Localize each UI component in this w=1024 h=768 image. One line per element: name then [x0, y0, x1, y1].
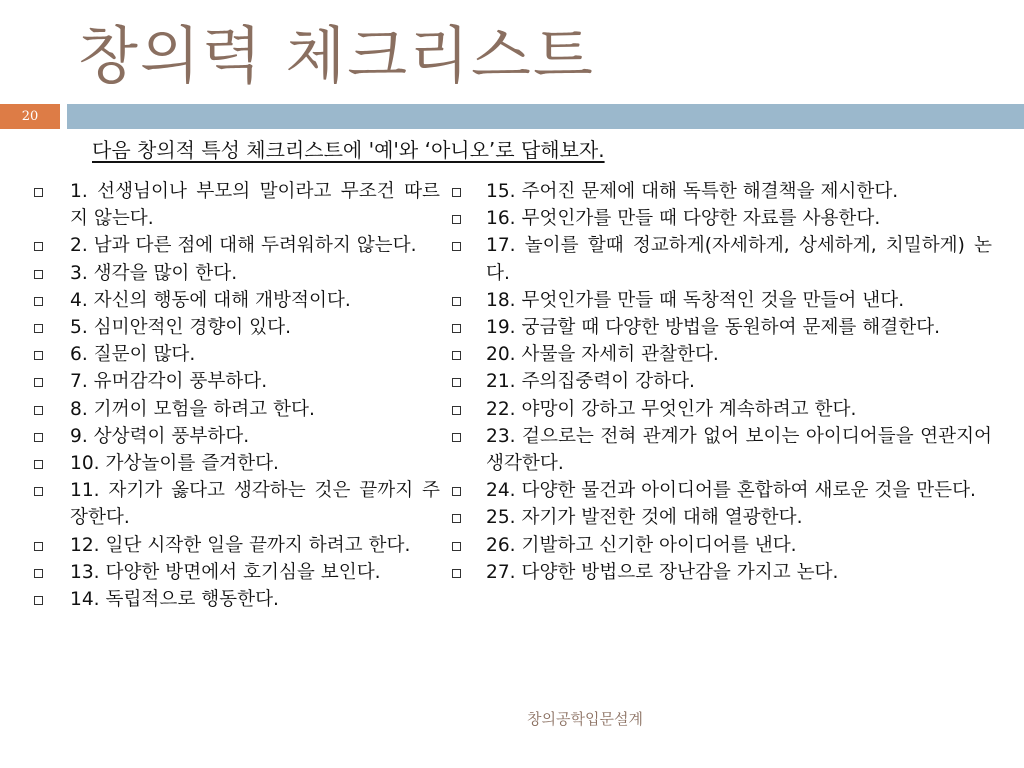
checkbox-bullet-icon: [34, 542, 43, 551]
checkbox-bullet-icon: [452, 569, 461, 578]
checklist-item-text: 18. 무엇인가를 만들 때 독창적인 것을 만들어 낸다.: [486, 289, 905, 311]
checklist-item-text: 23. 겉으로는 전혀 관계가 없어 보이는 아이디어들을 연관지어 생각한다.: [486, 425, 992, 475]
checklist-item: [452, 504, 992, 531]
checkbox-bullet-icon: [34, 433, 43, 442]
header-accent-bar: [67, 104, 1024, 129]
checklist-item: [452, 368, 992, 395]
checklist-item-text: 12. 일단 시작한 일을 끝까지 하려고 한다.: [70, 534, 411, 556]
checklist-item-text: 10. 가상놀이를 즐겨한다.: [70, 453, 279, 475]
checkbox-bullet-icon: [34, 487, 43, 496]
checklist-item: [34, 341, 440, 368]
checklist-item: [34, 559, 440, 586]
checklist-item: [452, 314, 992, 341]
checklist-item: [452, 232, 992, 286]
checklist-item: [452, 477, 992, 504]
checklist-item: [34, 450, 440, 477]
checkbox-bullet-icon: [452, 406, 461, 415]
checklist-item-text: 5. 심미안적인 경향이 있다.: [70, 317, 291, 339]
checklist-item-text: 3. 생각을 많이 한다.: [70, 262, 238, 284]
checkbox-bullet-icon: [452, 242, 461, 251]
checkbox-bullet-icon: [34, 297, 43, 306]
checklist-item-text: 19. 궁금할 때 다양한 방법을 동원하여 문제를 해결한다.: [486, 317, 941, 339]
checklist-item-text: 25. 자기가 발전한 것에 대해 열광한다.: [486, 507, 803, 529]
checkbox-bullet-icon: [34, 270, 43, 279]
checklist-item: [452, 205, 992, 232]
checklist-right-column: [452, 178, 992, 586]
checklist-item: [452, 423, 992, 477]
checklist-item: [34, 314, 440, 341]
checklist-item: [34, 477, 440, 531]
checkbox-bullet-icon: [34, 406, 43, 415]
checklist-item: [452, 287, 992, 314]
checkbox-bullet-icon: [34, 378, 43, 387]
checklist-item-text: 20. 사물을 자세히 관찰한다.: [486, 344, 719, 366]
checklist-item: [34, 396, 440, 423]
checklist-item-text: 24. 다양한 물건과 아이디어를 혼합하여 새로운 것을 만든다.: [486, 480, 976, 502]
slide-footer: 창의공학입문설계: [527, 710, 643, 728]
checkbox-bullet-icon: [34, 188, 43, 197]
checkbox-bullet-icon: [452, 188, 461, 197]
checkbox-bullet-icon: [34, 324, 43, 333]
checkbox-bullet-icon: [452, 514, 461, 523]
checklist-item-text: 9. 상상력이 풍부하다.: [70, 425, 250, 447]
checklist-item-text: 6. 질문이 많다.: [70, 344, 196, 366]
checkbox-bullet-icon: [452, 542, 461, 551]
checklist-item-text: 26. 기발하고 신기한 아이디어를 낸다.: [486, 534, 797, 556]
checklist-item: [452, 396, 992, 423]
checklist-item-text: 13. 다양한 방면에서 호기심을 보인다.: [70, 561, 381, 583]
checkbox-bullet-icon: [34, 242, 43, 251]
checklist-item-text: 22. 야망이 강하고 무엇인가 계속하려고 한다.: [486, 398, 857, 420]
checklist-item-text: 1. 선생님이나 부모의 말이라고 무조건 따르지 않는다.: [70, 181, 440, 230]
checklist-item: [452, 532, 992, 559]
checklist-item-text: 4. 자신의 행동에 대해 개방적이다.: [70, 289, 351, 311]
checklist-item-text: 2. 남과 다른 점에 대해 두려워하지 않는다.: [70, 235, 417, 257]
checklist-item-text: 16. 무엇인가를 만들 때 다양한 자료를 사용한다.: [486, 208, 881, 230]
checklist-item-text: 8. 기꺼이 모험을 하려고 한다.: [70, 398, 315, 420]
checklist-item: [34, 232, 440, 259]
checkbox-bullet-icon: [452, 378, 461, 387]
checklist-item-text: 21. 주의집중력이 강하다.: [486, 371, 695, 393]
checkbox-bullet-icon: [452, 487, 461, 496]
checkbox-bullet-icon: [34, 460, 43, 469]
slide-subtitle: 다음 창의적 특성 체크리스트에 '예'와 ‘아니오’로 답해보자.: [92, 138, 605, 162]
checkbox-bullet-icon: [452, 433, 461, 442]
checklist-item: [452, 559, 992, 586]
checkbox-bullet-icon: [34, 596, 43, 605]
checklist-item: [34, 287, 440, 314]
checklist-item: [34, 532, 440, 559]
checklist-item-text: 7. 유머감각이 풍부하다.: [70, 371, 268, 393]
checkbox-bullet-icon: [34, 569, 43, 578]
slide-title: 창의력 체크리스트: [78, 19, 595, 92]
checklist-item: [34, 178, 440, 232]
checklist-item-text: 14. 독립적으로 행동한다.: [70, 589, 279, 611]
checklist-item-text: 27. 다양한 방법으로 장난감을 가지고 논다.: [486, 561, 839, 583]
checkbox-bullet-icon: [452, 297, 461, 306]
checklist-left-column: [34, 178, 440, 613]
checkbox-bullet-icon: [452, 324, 461, 333]
checklist-item-text: 17. 놀이를 할때 정교하게(자세하게, 상세하게, 치밀하게) 논다.: [486, 235, 992, 284]
checklist-item: [34, 423, 440, 450]
checklist-item-text: 11. 자기가 옳다고 생각하는 것은 끝까지 주장한다.: [70, 480, 440, 529]
checklist-item: [34, 368, 440, 395]
slide-number: 20: [0, 104, 60, 129]
checklist-item: [34, 586, 440, 613]
checkbox-bullet-icon: [452, 351, 461, 360]
checkbox-bullet-icon: [34, 351, 43, 360]
checklist-item: [452, 341, 992, 368]
checklist-item: [452, 178, 992, 205]
checklist-item: [34, 260, 440, 287]
checkbox-bullet-icon: [452, 215, 461, 224]
checklist-item-text: 15. 주어진 문제에 대해 독특한 해결책을 제시한다.: [486, 181, 899, 202]
